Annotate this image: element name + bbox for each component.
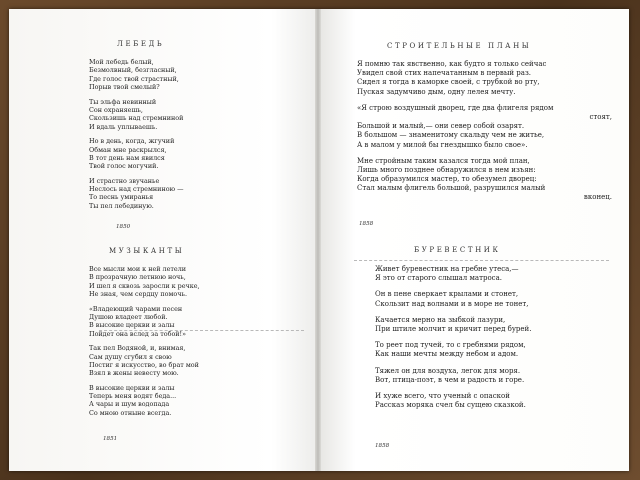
stanza: [89, 305, 200, 339]
verse-line: Постиг я искусство, во брат мой: [89, 360, 199, 369]
verse-line: То песнь умиранья: [89, 193, 154, 202]
poem-title-stroitelnye-plany: СТРОИТЕЛЬНЫЕ ПЛАНЫ: [387, 42, 532, 50]
verse-line: В высокие церкви и залы: [89, 321, 175, 330]
stanza: [89, 98, 184, 132]
verse-line: Но в день, когда, жгучий: [89, 137, 175, 146]
verse-line: стоят,: [589, 112, 612, 121]
verse-line: И вдаль уплываешь.: [89, 122, 158, 131]
stanza: [89, 137, 184, 171]
page-fold-line: [99, 330, 304, 331]
verse-line: Все мысли мои к ней летели: [89, 265, 187, 273]
verse-line: Я помню так явственно, как будто я только сейчас: [357, 60, 547, 68]
verse-line: И шел я сквозь заросли к речке,: [89, 281, 200, 290]
verse-line: Качается мерно на зыбкой лазури,: [375, 315, 506, 324]
verse-line: Мне стройным таким казался тогда мой план,: [357, 156, 530, 165]
verse-line: Тяжел он для воздуха, легок для моря.: [375, 366, 521, 375]
verse-line: Стал малым флигель большой, разрушился малый: [357, 184, 546, 193]
verse-line: Сидел я тогда в каморке своей, с трубкой во рту,: [357, 78, 540, 87]
verse-line: А чары и шум водопада: [89, 400, 170, 409]
stanza: [89, 58, 184, 92]
verse-line: Пуская задумчиво дым, одну лелея мечту.: [357, 87, 516, 96]
verse-line: В тот день нам явился: [89, 153, 165, 162]
verse-line: Он в пене сверкает крылами и стонет,: [375, 290, 519, 299]
verse-line: Пойдет она вслед за тобой!»: [89, 329, 187, 338]
verse-line: Неслось над стремниною —: [89, 185, 184, 194]
page-fold-line-right: [354, 260, 609, 261]
verse-line: И страстно звучанье: [89, 176, 160, 185]
verse-line: Когда образумился мастер, то обезумел дворец:: [357, 175, 537, 184]
stanza: [89, 384, 200, 418]
stanza: [357, 104, 612, 150]
verse-line: В большом — знаменитому скальду чем не житье,: [357, 131, 545, 140]
verse-line: Увидел свой стих напечатанным в первый раз.: [357, 69, 532, 78]
verse-line: Живет буревестник на гребне утеса,—: [375, 265, 519, 273]
verse-line: Со мною отныне всегда.: [89, 408, 172, 417]
stanza: [375, 316, 531, 334]
verse-line: Обман мне раскрылся,: [89, 145, 167, 154]
open-book: [9, 9, 629, 471]
stanza: [375, 290, 531, 308]
poem-year-stroitelnye-plany: 1858: [359, 221, 374, 227]
verse-line: Рассказ моряка счел бы сущею сказкой.: [375, 401, 526, 410]
book-spine: [315, 9, 321, 471]
stanza: [89, 177, 184, 211]
verse-line: Вот, птица-поэт, в чем и радость и горе.: [375, 375, 525, 384]
poem-title-muzykanty: МУЗЫКАНТЫ: [109, 247, 185, 255]
verse-line: При штиле молчит и кричит перед бурей.: [375, 324, 532, 333]
stanza: [375, 392, 531, 410]
verse-line: И хуже всего, что ученый с опаской: [375, 391, 510, 400]
verse-line: Сам душу сгубил я свою: [89, 352, 172, 361]
stanza: [375, 265, 531, 283]
poem-year-muzykanty: 1851: [103, 436, 118, 442]
stanza: [357, 60, 612, 97]
verse-line: Как наши мечты между небом и адом.: [375, 350, 519, 359]
verse-line: В прозрачную летнюю ночь,: [89, 273, 186, 282]
verse-line: Мой лебедь белый,: [89, 58, 154, 66]
verse-line: Скользишь над стремниной: [89, 114, 184, 123]
poem-title-lebed: ЛЕБЕДЬ: [117, 40, 165, 48]
poem-body-burevestnik: [375, 265, 531, 417]
verse-line: Безмолвный, безгласный,: [89, 66, 177, 75]
stanza: [89, 344, 200, 378]
poem-year-burevestnik: 1858: [375, 443, 390, 449]
verse-line: В высокие церкви и залы: [89, 383, 175, 392]
poem-body-stroitelnye-plany: [357, 60, 612, 210]
poem-title-burevestnik: БУРЕВЕСТНИК: [414, 246, 501, 254]
verse-line: То реет под тучей, то с гребнями рядом,: [375, 341, 526, 350]
verse-line: Лишь много позднее обнаружился в нем изъян:: [357, 165, 536, 174]
verse-line: А в малом у милой бы гнездышко было свое».: [357, 140, 528, 149]
verse-line: Ты пел лебединую.: [89, 201, 154, 210]
poem-year-lebed: 1850: [116, 224, 131, 230]
stanza: [89, 265, 200, 299]
poem-body-lebed: [89, 58, 184, 216]
verse-line: Где голос твой страстный,: [89, 74, 179, 83]
poem-body-muzykanty: [89, 265, 200, 423]
verse-line: Ты эльфа невинный: [89, 97, 157, 106]
stanza: [357, 157, 612, 203]
stanza: [375, 367, 531, 385]
verse-line: «Владеющий чарами песен: [89, 304, 183, 313]
verse-line: Так пел Водяной, и, внимая,: [89, 344, 186, 353]
verse-line: вконец.: [583, 193, 612, 202]
stanza: [375, 341, 531, 359]
verse-line: Не зная, чем сердцу помочь.: [89, 290, 187, 299]
verse-line: Порыв твой смелый?: [89, 83, 160, 92]
verse-line: Скользит над волнами и в море не тонет,: [375, 299, 529, 308]
verse-line: Душою владеет любой.: [89, 312, 168, 321]
verse-line: Твой голос могучий.: [89, 162, 159, 171]
verse-line: «Я строю воздушный дворец, где два флигеля рядом: [357, 103, 554, 112]
verse-line: Большой и малый,— они север собой озарят.: [357, 122, 525, 131]
verse-line: Теперь меня водят беда...: [89, 392, 177, 401]
verse-line: Взял в жены невесту мою.: [89, 369, 179, 378]
verse-line: Сон охраняешь,: [89, 105, 143, 114]
verse-line: Я это от старого слышал матроса.: [375, 274, 502, 283]
